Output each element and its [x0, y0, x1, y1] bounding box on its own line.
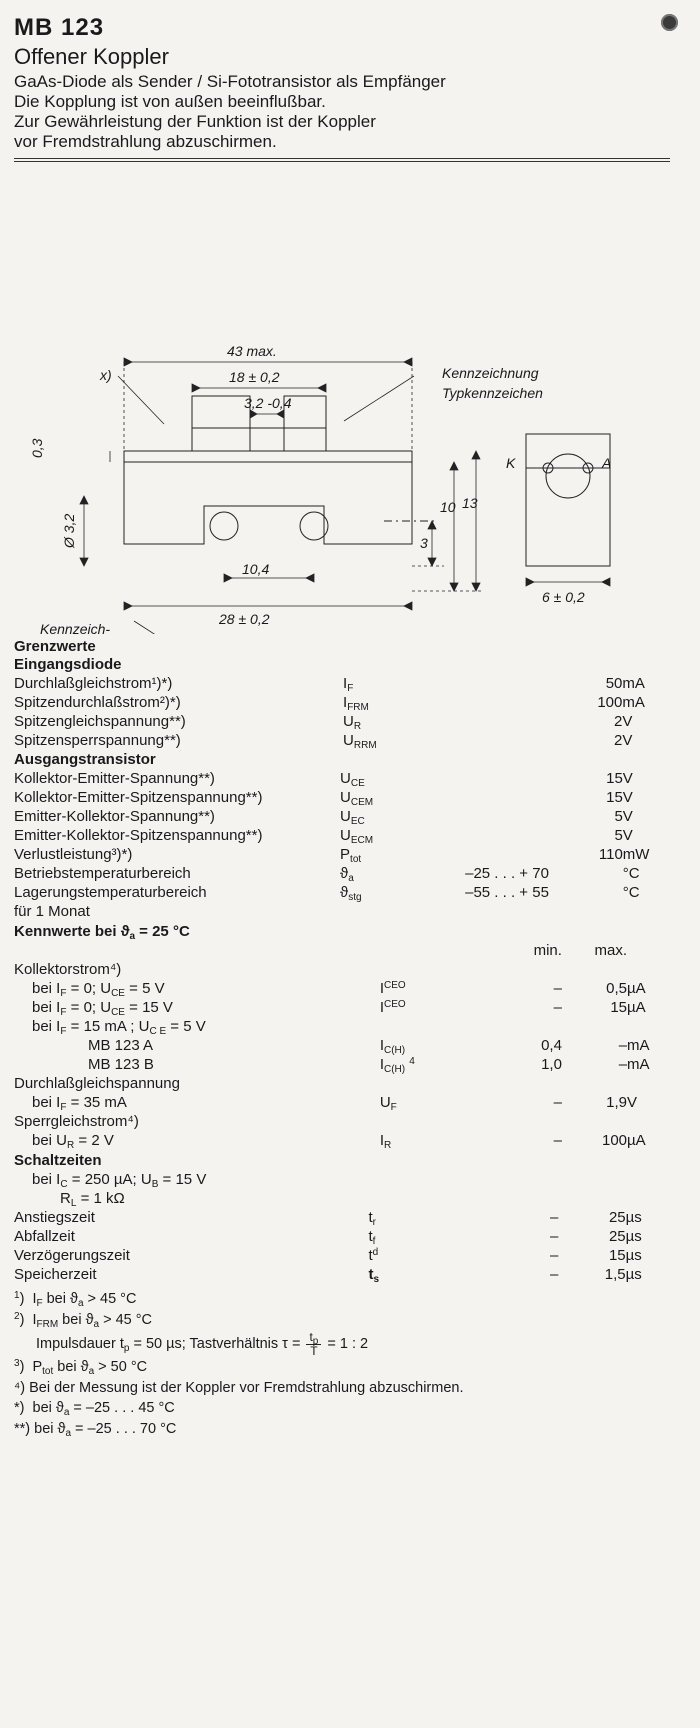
row-label: Spitzengleichspannung**)	[14, 713, 186, 731]
row-value: 50	[605, 675, 623, 693]
svg-text:3,2 -0,4: 3,2 -0,4	[244, 395, 292, 412]
table-limits-input-diode	[14, 674, 670, 750]
row-label: Kollektor-Emitter-Spitzenspannung**)	[14, 789, 263, 807]
row-label: Sperrgleichstrom⁴)	[14, 1113, 139, 1131]
manufacturer-logo-icon	[661, 14, 678, 31]
row-range: –55 . . . + 55	[465, 884, 549, 902]
row-unit: V	[622, 713, 633, 731]
table-row	[14, 769, 670, 788]
svg-text:3: 3	[420, 535, 428, 552]
table-row	[14, 1036, 670, 1055]
subheading-output-transistor: Ausgangstransistor	[14, 751, 156, 769]
table-row	[14, 1131, 670, 1150]
footnote-3: $^3$) $P_{tot}$ bei $ϑ_a > 50$ °C	[14, 1358, 148, 1378]
table-switching-times	[14, 1170, 670, 1284]
table-row	[14, 712, 670, 731]
row-label: für 1 Monat	[14, 903, 90, 921]
description-line-4: vor Fremdstrahlung abzuschirmen.	[14, 132, 277, 152]
row-symbol: $U_F$	[379, 1094, 397, 1114]
row-unit: mA	[627, 1056, 650, 1074]
row-symbol: $ϑ_{stg}$	[340, 884, 362, 904]
table-row	[14, 693, 670, 712]
row-max: 25	[608, 1209, 626, 1227]
row-max: 1,5	[604, 1266, 626, 1284]
footnote-star: *) bei $ϑ_a = -25$ . . . 45 °C	[14, 1400, 175, 1419]
row-unit: V	[622, 732, 633, 750]
row-label: Emitter-Kollektor-Spitzenspannung**)	[14, 827, 263, 845]
svg-text:Typkennzeichen: Typkennzeichen	[442, 385, 543, 402]
row-unit: mA	[622, 675, 645, 693]
row-label: bei $U_R = 2$ V	[32, 1132, 114, 1152]
row-symbol: $I_F$	[343, 675, 354, 695]
duty-cycle-fraction: $\frac{t_p}{T}$	[306, 1331, 321, 1357]
svg-text:Ø 3,2: Ø 3,2	[61, 513, 77, 549]
table-row	[14, 1189, 670, 1208]
row-label: Kollektor-Emitter-Spannung**)	[14, 770, 215, 788]
row-label: Durchlaßgleichstrom¹)*)	[14, 675, 173, 693]
row-value: 5	[614, 827, 623, 845]
table-limits-output-transistor	[14, 769, 670, 921]
row-label: bei $I_F = 35$ mA	[32, 1094, 127, 1114]
column-header-min: min.	[533, 942, 562, 960]
row-max: 15	[610, 999, 628, 1017]
table-row	[14, 1170, 670, 1189]
row-unit: µs	[625, 1209, 642, 1227]
row-symbol: $I_{FRM}$	[343, 694, 369, 714]
row-unit: µs	[625, 1266, 642, 1284]
condition-line-1: bei $I_C = 250$ µA; $U_B = 15$ V	[32, 1171, 207, 1191]
row-value: 15	[606, 789, 623, 807]
table-row	[14, 731, 670, 750]
svg-text:18 ± 0,2: 18 ± 0,2	[229, 369, 280, 386]
subheading-input-diode: Eingangsdiode	[14, 656, 122, 674]
row-unit: mA	[622, 694, 645, 712]
section-heading-characteristics: Kennwerte bei $ϑ_a = 25$ °C	[14, 923, 190, 943]
table-row	[14, 1074, 670, 1093]
row-unit: µA	[627, 1132, 646, 1150]
row-label: Anstiegszeit	[14, 1209, 95, 1227]
svg-text:K: K	[506, 455, 516, 472]
row-unit: µs	[625, 1247, 642, 1265]
table-row	[14, 960, 670, 979]
table-row	[14, 788, 670, 807]
table-row	[14, 674, 670, 693]
row-value: 2	[614, 732, 623, 750]
row-unit: µA	[627, 999, 646, 1017]
row-unit: V	[622, 808, 633, 826]
row-label: Spitzensperrspannung**)	[14, 732, 181, 750]
row-min: –	[553, 1094, 562, 1112]
row-min: 1,0	[541, 1056, 562, 1074]
row-symbol: $t_r$	[368, 1209, 376, 1229]
row-symbol: $U_{CEM}$	[340, 789, 374, 809]
table-row	[14, 979, 670, 998]
row-symbol: $P_{tot}$	[340, 846, 362, 866]
row-symbol: $I^{CEO}$	[379, 999, 406, 1017]
table-header-row	[14, 941, 670, 960]
table-row	[14, 998, 670, 1017]
table-row	[14, 1017, 670, 1036]
row-max: –	[618, 1056, 628, 1074]
footnote-2: $^2$) $I_{FRM}$ bei $ϑ_a > 45$ °C	[14, 1310, 153, 1330]
svg-text:A: A	[602, 455, 612, 472]
row-label: Spitzendurchlaßstrom²)*)	[14, 694, 181, 712]
row-label: Emitter-Kollektor-Spannung**)	[14, 808, 215, 826]
row-min: –	[550, 1266, 559, 1284]
row-label: bei $I_F = 0$; $U_{CE} = 15$ V	[32, 999, 173, 1019]
row-max: 100	[602, 1132, 628, 1150]
svg-text:10: 10	[440, 499, 456, 516]
row-max: 25	[608, 1228, 626, 1246]
footnote-1: $^1$) $I_F$ bei $ϑ_a > 45$ °C	[14, 1290, 137, 1310]
description-line-3: Zur Gewährleistung der Funktion ist der Koppler	[14, 112, 376, 132]
row-unit: V	[622, 770, 633, 788]
table-row	[14, 1093, 670, 1112]
svg-text:28 ± 0,2: 28 ± 0,2	[219, 611, 270, 628]
row-symbol: $I_R$	[379, 1132, 392, 1152]
svg-text:10,4: 10,4	[242, 561, 270, 578]
column-header-max: max.	[594, 942, 628, 960]
table-characteristics	[14, 941, 670, 1150]
table-row	[14, 1055, 670, 1074]
row-min: –	[553, 999, 562, 1017]
row-symbol: $t^d$	[368, 1247, 379, 1265]
row-symbol: $U_{EC}$	[340, 808, 365, 828]
row-unit: V	[622, 789, 633, 807]
row-label: Betriebstemperaturbereich	[14, 865, 191, 883]
row-label: Lagerungstemperaturbereich	[14, 884, 207, 902]
page-subtitle: Offener Koppler	[14, 44, 169, 69]
table-row	[14, 1265, 670, 1284]
row-label: MB 123 B	[88, 1056, 154, 1074]
row-min: –	[550, 1228, 559, 1246]
row-symbol: $U_R$	[343, 713, 362, 733]
table-row	[14, 1246, 670, 1265]
table-row	[14, 883, 670, 902]
row-value: 2	[614, 713, 623, 731]
row-min: –	[553, 980, 562, 998]
row-value: 110	[598, 846, 623, 864]
row-unit: µs	[625, 1228, 642, 1246]
row-range: –25 . . . + 70	[465, 865, 549, 883]
svg-text:Kennzeichnung: Kennzeichnung	[442, 365, 539, 382]
row-min: –	[553, 1132, 562, 1150]
row-max: 15	[608, 1247, 626, 1265]
section-heading-limits: Grenzwerte	[14, 638, 96, 656]
row-symbol: $t_s$	[368, 1266, 380, 1286]
row-label: Abfallzeit	[14, 1228, 75, 1246]
footnote-double-star: **) bei $ϑ_a = -25$ . . . 70 °C	[14, 1421, 177, 1439]
row-symbol: $I^{CEO}$	[379, 980, 406, 998]
svg-text:43 max.: 43 max.	[227, 343, 277, 360]
row-unit: V	[627, 1094, 638, 1112]
section-heading-switching-times: Schaltzeiten	[14, 1152, 102, 1170]
row-symbol: $ϑ_a$	[340, 865, 354, 885]
svg-text:13: 13	[462, 495, 478, 512]
row-label: Durchlaßgleichspannung	[14, 1075, 180, 1093]
row-unit: µA	[627, 980, 646, 998]
row-symbol: $U_{CE}$	[340, 770, 365, 790]
svg-text:x): x)	[100, 367, 112, 384]
divider-top-2	[14, 161, 670, 162]
row-min: –	[550, 1247, 559, 1265]
row-symbol: $U_{ECM}$	[340, 827, 374, 847]
row-label: bei $I_F = 15$ mA ; $U_{C E} = 5$ V	[32, 1018, 206, 1038]
svg-text:Kennzeich-: Kennzeich-	[40, 621, 111, 635]
footnotes	[14, 1290, 670, 1439]
row-unit: mA	[627, 1037, 650, 1055]
row-symbol: $I_{C(H)}$ $^4$	[379, 1056, 415, 1076]
table-row	[14, 1227, 670, 1246]
row-symbol: $t_f$	[368, 1228, 376, 1248]
row-label: Verzögerungszeit	[14, 1247, 130, 1265]
divider-top	[14, 158, 670, 159]
row-label: MB 123 A	[88, 1037, 154, 1055]
footnote-2-detail: Impulsdauer $t_p = 50$ µs; Tastverhältnis τ = $\frac{t_p}{T}$ = 1 : 2	[36, 1330, 369, 1359]
table-row	[14, 826, 670, 845]
footnote-4: ⁴) Bei der Messung ist der Koppler vor Fremdstrahlung abzuschirmen.	[14, 1379, 464, 1396]
table-row	[14, 1112, 670, 1131]
mechanical-drawing	[14, 166, 670, 636]
row-label: bei $I_F = 0$; $U_{CE} = 5$ V	[32, 980, 165, 1000]
row-max: 0,5	[606, 980, 628, 998]
description-line-2: Die Kopplung ist von außen beeinflußbar.	[14, 92, 326, 112]
row-value: 15	[606, 770, 623, 788]
row-label: Kollektorstrom⁴)	[14, 961, 122, 979]
row-label: Speicherzeit	[14, 1266, 97, 1284]
table-row	[14, 845, 670, 864]
row-unit: °C	[622, 884, 640, 902]
svg-text:6 ± 0,2: 6 ± 0,2	[542, 589, 585, 606]
row-value: 100	[597, 694, 623, 712]
row-unit: V	[622, 827, 633, 845]
table-row	[14, 807, 670, 826]
row-label: Verlustleistung³)*)	[14, 846, 133, 864]
row-symbol: $I_{C(H)}$	[379, 1037, 406, 1057]
row-min: –	[550, 1209, 559, 1227]
row-symbol: $U_{RRM}$	[343, 732, 377, 752]
svg-text:0,3: 0,3	[29, 438, 45, 459]
row-unit: °C	[622, 865, 640, 883]
row-unit: mW	[622, 846, 650, 864]
table-row	[14, 1208, 670, 1227]
row-min: 0,4	[541, 1037, 562, 1055]
row-value: 5	[614, 808, 623, 826]
row-max: –	[618, 1037, 628, 1055]
table-row	[14, 902, 670, 921]
description-line-1: GaAs-Diode als Sender / Si-Fototransistor als Empfänger	[14, 72, 446, 91]
table-row	[14, 864, 670, 883]
page-title: MB 123	[14, 14, 105, 41]
row-max: 1,9	[606, 1094, 628, 1112]
condition-line-2: $R_L = 1$ kΩ	[60, 1190, 125, 1210]
